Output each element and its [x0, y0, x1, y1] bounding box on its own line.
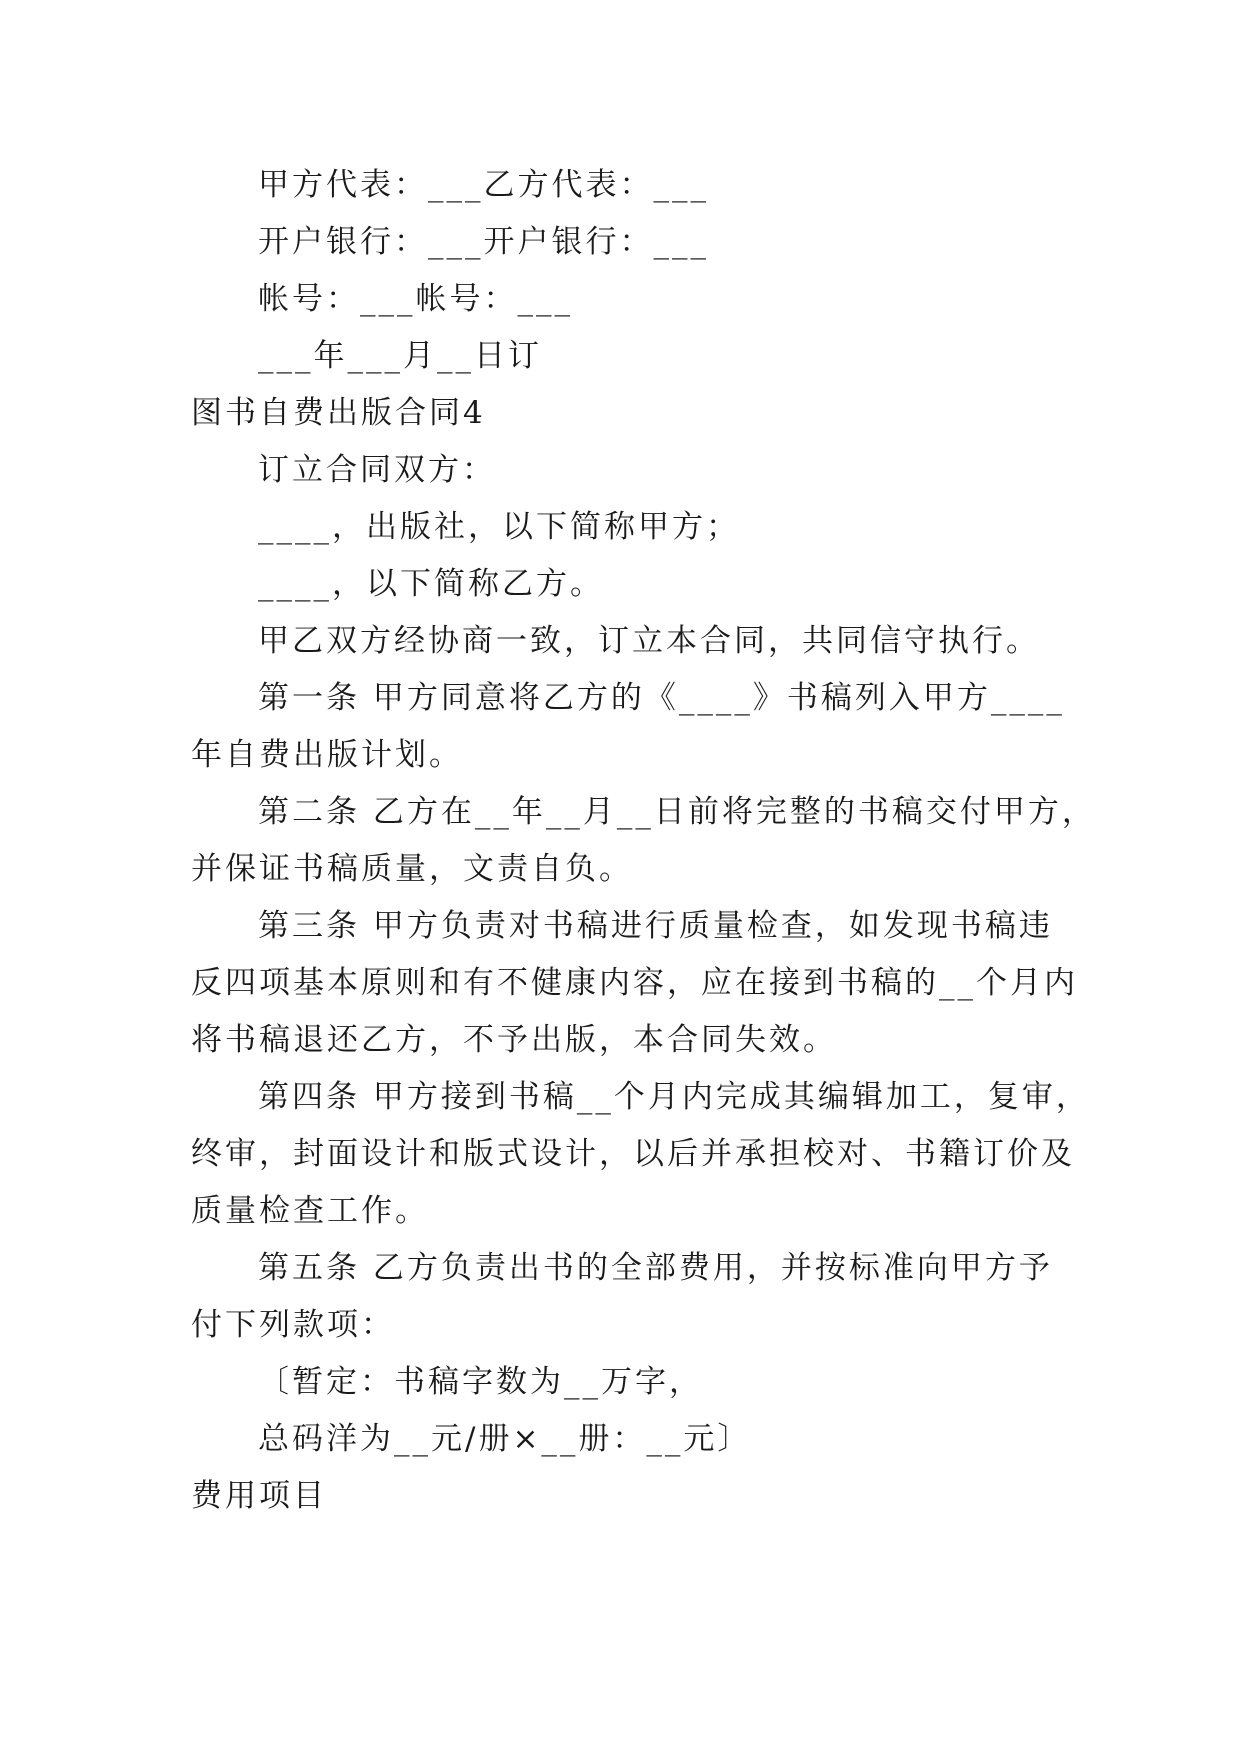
- contract-heading: 图书自费出版合同4: [191, 395, 486, 431]
- article-1-line-2: 年自费出版计划。: [191, 737, 463, 773]
- party-b-line: ____，以下简称乙方。: [258, 566, 604, 602]
- provisional-word-count: 〔暂定：书稿字数为__万字，: [258, 1364, 703, 1400]
- agreement-line: 甲乙双方经协商一致，订立本合同，共同信守执行。: [258, 623, 1040, 659]
- article-4-line-3: 质量检查工作。: [191, 1193, 429, 1229]
- article-2-line-2: 并保证书稿质量，文责自负。: [191, 851, 633, 887]
- parties-intro: 订立合同双方：: [258, 452, 496, 488]
- article-5-line-2: 付下列款项：: [191, 1307, 395, 1343]
- article-3-line-2: 反四项基本原则和有不健康内容，应在接到书稿的__个月内: [191, 965, 1078, 1001]
- article-1-line-1: 第一条 甲方同意将乙方的《____》书稿列入甲方____: [258, 680, 1065, 716]
- date-line: ___年___月__日订: [258, 338, 542, 374]
- article-5-line-1: 第五条 乙方负责出书的全部费用，并按标准向甲方予: [258, 1250, 1053, 1286]
- article-4-line-2: 终审，封面设计和版式设计，以后并承担校对、书籍订价及: [191, 1136, 1075, 1172]
- article-3-line-3: 将书稿退还乙方，不予出版，本合同失效。: [191, 1022, 837, 1058]
- article-2-line-1: 第二条 乙方在__年__月__日前将完整的书稿交付甲方，: [258, 794, 1096, 830]
- article-3-line-1: 第三条 甲方负责对书稿进行质量检查，如发现书稿违: [258, 908, 1053, 944]
- account-line: 帐号：___帐号：___: [258, 281, 573, 317]
- signature-representatives-line: 甲方代表：___乙方代表：___: [258, 167, 709, 203]
- article-4-line-1: 第四条 甲方接到书稿__个月内完成其编辑加工，复审，: [258, 1079, 1090, 1115]
- party-a-line: ____，出版社，以下简称甲方；: [258, 509, 740, 545]
- bank-line: 开户银行：___开户银行：___: [258, 224, 709, 260]
- provisional-total-price: 总码洋为__元/册×__册：__元〕: [258, 1421, 752, 1457]
- fee-items-heading: 费用项目: [191, 1478, 327, 1514]
